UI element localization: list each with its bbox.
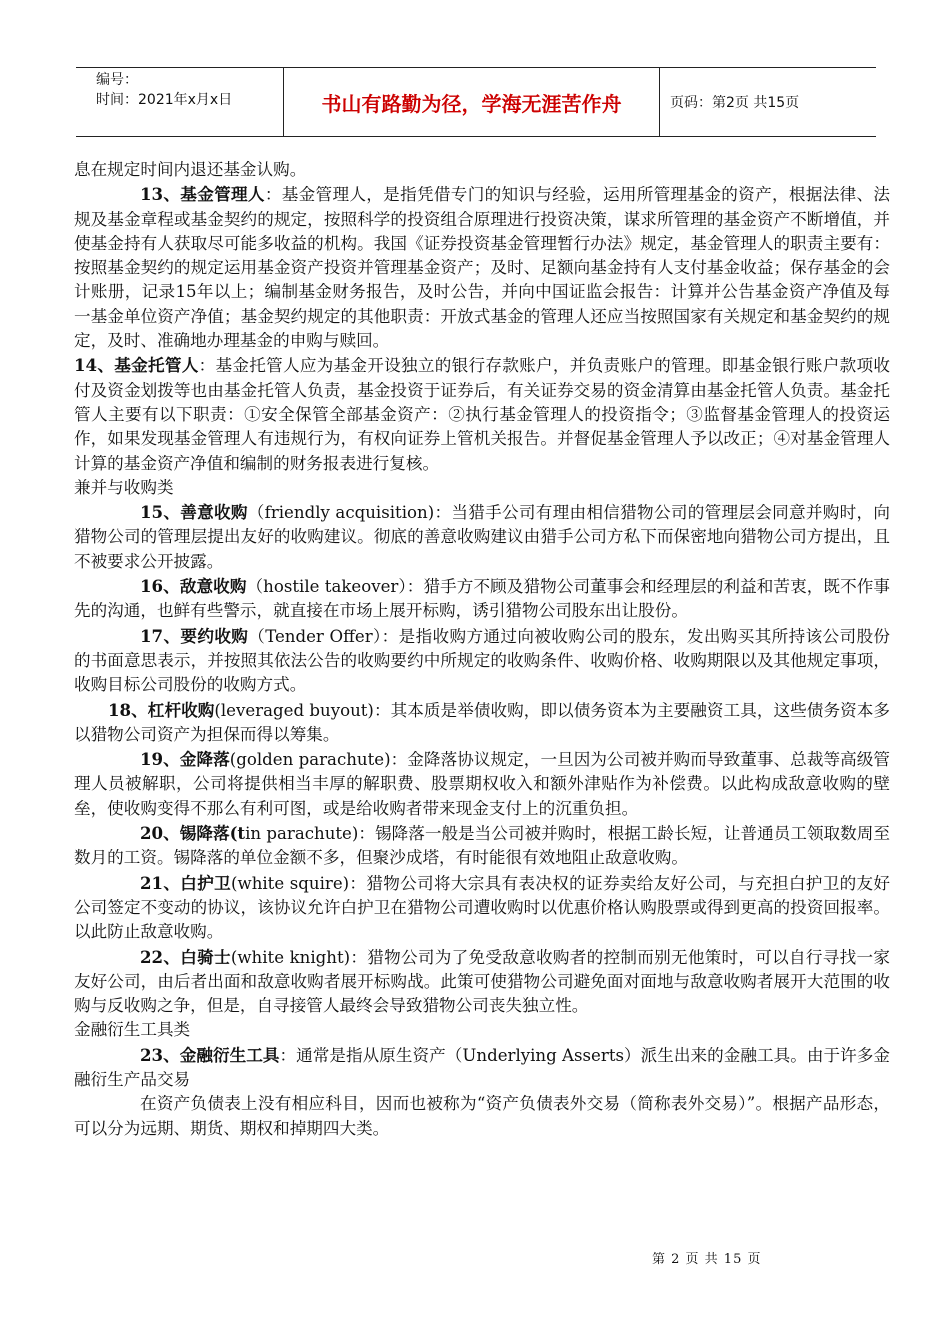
term-label: 20、锡降落(t: [140, 823, 246, 844]
paragraph: [74, 182, 890, 353]
paragraph-text: （hostile takeover）：猎手方不顾及猎物公司董事会和经理层的利益和苦衷，既不作事先的沟通，也鲜有些警示，就直接在市场上展开标购，诱引猎物公司股东出让股份。: [74, 577, 891, 621]
term-label: 16、敌意收购: [140, 576, 247, 597]
term-label: 21、白护卫: [140, 872, 232, 893]
paragraph-text: 息在规定时间内退还基金认购。: [74, 160, 307, 179]
time-label: 时间：2021年x月x日: [96, 92, 233, 108]
term-label: 13、基金管理人: [140, 184, 265, 205]
paragraph-text: (golden parachute)：金降落协议规定，一旦因为公司被并购而导致董事、总裁等高级管理人员被解职，公司将提供相当丰厚的解职费、股票期权收入和额外津贴作为补偿费。以此构成敌意收购的壁垒，使收购变得不那么有利可图，或是给收购者带来现金支付上的沉重负担。: [74, 750, 890, 818]
paragraph: [74, 624, 890, 698]
paragraph-text: (white squire)：猎物公司将大宗具有表决权的证券卖给友好公司，与充担白护卫的友好公司签定不变动的协议，该协议允许白护卫在猎物公司遭收购时以优惠价格认购股票或得到更高的投资回报率。以此防止敌意收购。: [74, 873, 890, 942]
paragraph: [74, 476, 890, 500]
paragraph: [74, 871, 890, 945]
term-label: 18、杠杆收购: [108, 699, 215, 720]
term-label: 22、白骑士: [140, 946, 231, 967]
paragraph-text: ：基金托管人应为基金开设独立的银行存款账户，并负责账户的管理。即基金银行账户款项收付及资金划拨等也由基金托管人负责，基金投资于证券后，有关证券交易的资金清算由基金托管人负责。基金托管人主要有以下职责：①安全保管全部基金资产：②执行基金管理人的投资指令；③监督基金管理人的投资运作，如果发现基金管理人有违规行为，有权向证券上管机关报告。并督促基金管理人予以改正；④对基金管理人计算的基金资产净值和编制的财务报表进行复核。: [74, 356, 890, 473]
paragraph-text: 金融衍生工具类: [74, 1020, 191, 1040]
paragraph: [74, 1018, 890, 1042]
paragraph-text: (leveraged buyout)：其本质是举债收购，即以债务资本为主要融资工具，这些债务资本多以猎物公司资产为担保而得以筹集。: [74, 700, 890, 744]
term-label: 15、善意收购: [140, 502, 248, 523]
paragraph: [74, 158, 890, 182]
paragraph: [74, 698, 890, 748]
document-body: [74, 158, 890, 1141]
paragraph: [74, 945, 890, 1019]
header-motto: 书山有路勤为径，学海无涯苦作舟: [284, 68, 660, 136]
header-info-cell: [76, 68, 284, 136]
paragraph-text: 兼并与收购类: [74, 477, 174, 497]
paragraph-text: （friendly acquisition)：当猎手公司有理由相信猎物公司的管理层会同意并购时，向猎物公司的管理层提出友好的收购建议。彻底的善意收购建议由猎手公司方私下而保密地向猎物公司方提出，且不被要求公开披露。: [74, 503, 891, 571]
number-label: 编号：: [96, 72, 138, 88]
header-page-label: 页码：第2页 共15页: [670, 95, 800, 111]
paragraph-text: in parachute)：锡降落一般是当公司被并购时，根据工龄长短，让普通员工领取数周至数月的工资。锡降落的单位金额不多，但聚沙成塔，有时能很有效地阻止敌意收购。: [74, 824, 890, 868]
paragraph: [74, 1092, 890, 1141]
paragraph: [74, 1043, 890, 1093]
paragraph-text: 在资产负债表上没有相应科目，因而也被称为“资产负债表外交易（简称表外交易）”。根据产品形态，可以分为远期、期货、期权和掉期四大类。: [74, 1094, 890, 1138]
paragraph-text: ：基金管理人，是指凭借专门的知识与经验，运用所管理基金的资产，根据法律、法规及基金章程或基金契约的规定，按照科学的投资组合原理进行投资决策，谋求所管理的基金资产不断增值，并使基金持有人获取尽可能多收益的机构。我国《证券投资基金管理暂行办法》规定，基金管理人的职责主要有：按照基金契约的规定运用基金资产投资并管理基金资产；及时、足额向基金持有人支付基金收益；保存基金的会计账册，记录15年以上；编制基金财务报告，及时公告，并向中国证监会报告：计算并公告基金资产净值及每一基金单位资产净值；基金契约规定的其他职责：开放式基金的管理人还应当按照国家有关规定和基金契约的规定，及时、准确地办理基金的申购与赎回。: [74, 185, 891, 351]
term-label: 23、金融衍生工具: [140, 1044, 280, 1065]
paragraph: [74, 821, 890, 871]
page-footer: 第 2 页 共 15 页: [652, 1252, 762, 1267]
paragraph: [74, 353, 890, 475]
paragraph-text: ：通常是指从原生资产（Underlying Asserts）派生出来的金融工具。由于许多金融衍生产品交易: [74, 1045, 891, 1089]
term-label: 19、金降落: [140, 749, 230, 770]
term-label: 14、基金托管人: [74, 355, 199, 376]
page-header: [76, 67, 876, 137]
paragraph: [74, 574, 890, 624]
paragraph-text: (white knight)：猎物公司为了免受敌意收购者的控制而别无他策时，可以自行寻找一家友好公司，由后者出面和敌意收购者展开标购战。此策可使猎物公司避免面对面地与敌意收购者展开大范围的收购与反收购之争，但是，自寻接管人最终会导致猎物公司丧失独立性。: [74, 947, 891, 1016]
paragraph: [74, 747, 890, 821]
paragraph: [74, 500, 890, 574]
paragraph-text: （Tender Offer）：是指收购方通过向被收购公司的股东，发出购买其所持该公司股份的书面意思表示，并按照其依法公告的收购要约中所规定的收购条件、收购价格、收购期限以及其他规定事项，收购目标公司股份的收购方式。: [74, 626, 891, 695]
term-label: 17、要约收购: [140, 625, 249, 646]
